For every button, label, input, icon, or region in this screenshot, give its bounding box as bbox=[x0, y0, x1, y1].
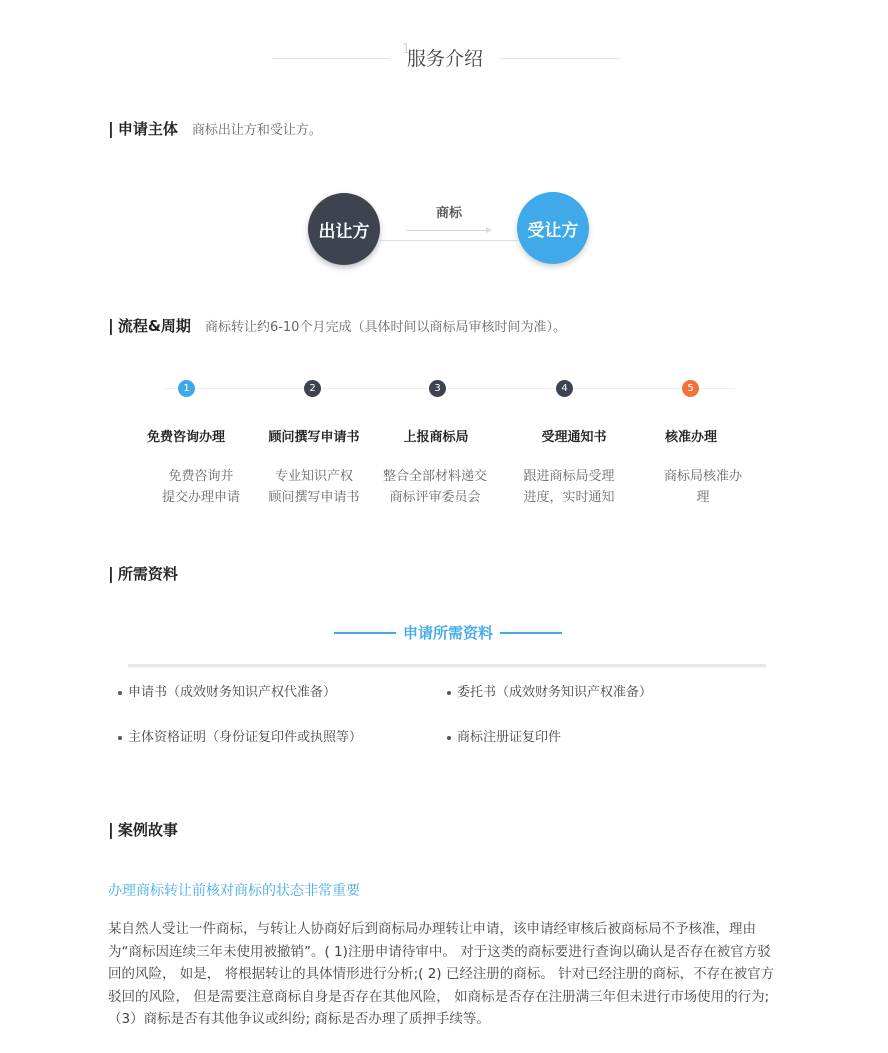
step-desc-line: 整合全部材料递交 bbox=[382, 469, 487, 484]
title-divider-left bbox=[272, 58, 390, 59]
step-desc-line: 商标评审委员会 bbox=[389, 490, 481, 505]
step-number: 5 bbox=[687, 383, 694, 394]
step-desc bbox=[259, 466, 369, 508]
step-desc-line: 商标局核准办 bbox=[663, 469, 742, 484]
step-number-badge bbox=[304, 380, 321, 397]
transfer-connector-line bbox=[380, 240, 518, 241]
to-party-label: 受让方 bbox=[527, 220, 579, 241]
heading-label: 案例故事 bbox=[117, 821, 178, 839]
bullet-icon bbox=[447, 691, 451, 695]
heading-label: 流程&周期 bbox=[117, 317, 191, 335]
step-desc bbox=[146, 466, 256, 508]
step-number-badge bbox=[556, 380, 573, 397]
step-desc bbox=[380, 466, 490, 508]
step-number: 2 bbox=[309, 383, 316, 394]
heading-label: 申请主体 bbox=[117, 120, 178, 138]
heading-label: 所需资料 bbox=[117, 565, 178, 583]
step-title: 受理通知书 bbox=[541, 430, 607, 445]
step-number: 4 bbox=[561, 383, 568, 394]
material-item bbox=[118, 681, 336, 700]
step-number-badge bbox=[682, 380, 699, 397]
material-item-text: 委托书（成效财务知识产权准备） bbox=[457, 685, 653, 700]
material-item bbox=[118, 726, 362, 745]
to-party-circle bbox=[517, 192, 589, 264]
step-desc-line: 提交办理申请 bbox=[161, 490, 240, 505]
step-desc-line: 专业知识产权 bbox=[274, 469, 353, 484]
step-title: 核准办理 bbox=[664, 430, 717, 445]
process-timeline-line bbox=[165, 388, 735, 389]
case-body-text: 某自然人受让一件商标，与转让人协商好后到商标局办理转让申请，该申请经审核后被商标局不予核准，理由为“商标因连续三年未使用被撤销”。( 1)注册申请待审中。 对于这类的商标要进行查询以确认是否存在被官方驳回的风险， 如是， 将根据转让的具体情形进行分析;( 2) 已经注册的商标。 针对已经注册的商标，不存在被官方驳回的风险， 但是需要注意商标自身是否存在其他风险， 如商标是否存在注册满三年但未进行市场使用的行为;（3）商标是否有其他争议或纠纷; 商标是否办理了质押手续等。 bbox=[108, 921, 775, 1027]
step-desc-line: 顾问撰写申请书 bbox=[268, 490, 360, 505]
step-number: 3 bbox=[434, 383, 441, 394]
heading-desc: 商标出让方和受让方。 bbox=[191, 123, 322, 138]
heading-bar: | bbox=[108, 316, 114, 335]
transfer-arrow-shaft bbox=[406, 230, 490, 231]
title-divider-right bbox=[500, 58, 620, 59]
step-desc bbox=[514, 466, 624, 508]
bullet-icon bbox=[118, 691, 122, 695]
bullet-icon bbox=[447, 736, 451, 740]
heading-bar: | bbox=[108, 564, 114, 583]
section-materials-heading bbox=[108, 563, 178, 584]
transfer-arrow-label: 商标 bbox=[435, 206, 462, 221]
step-number-badge bbox=[178, 380, 195, 397]
materials-box-title: 申请所需资料 bbox=[402, 624, 493, 642]
step-desc bbox=[648, 466, 758, 508]
section-cases-heading bbox=[108, 819, 178, 840]
materials-title-line-right bbox=[500, 632, 562, 634]
material-item-text: 申请书（成效财务知识产权代准备） bbox=[128, 685, 337, 700]
case-title-link[interactable]: 办理商标转让前核对商标的状态非常重要 bbox=[108, 883, 360, 899]
from-party-label: 出让方 bbox=[318, 221, 370, 242]
page-header bbox=[0, 38, 888, 78]
material-item-text: 主体资格证明（身份证复印件或执照等） bbox=[128, 730, 363, 745]
bullet-icon bbox=[118, 736, 122, 740]
title-ghost-char: 1 bbox=[402, 42, 411, 57]
material-item bbox=[447, 726, 561, 745]
from-party-circle bbox=[308, 193, 380, 265]
step-title: 上报商标局 bbox=[403, 430, 469, 445]
section-applicant-heading bbox=[108, 118, 322, 139]
step-title: 顾问撰写申请书 bbox=[268, 430, 360, 445]
step-title: 免费咨询办理 bbox=[146, 430, 225, 445]
step-number: 1 bbox=[183, 383, 190, 394]
arrow-right-icon bbox=[486, 227, 492, 233]
material-item bbox=[447, 681, 652, 700]
materials-box-header bbox=[334, 622, 564, 644]
step-desc-line: 跟进商标局受理 bbox=[523, 469, 615, 484]
materials-title-line-left bbox=[334, 632, 396, 634]
step-desc-line: 理 bbox=[696, 490, 710, 505]
section-process-heading bbox=[108, 315, 566, 336]
step-desc-line: 进度，实时通知 bbox=[523, 490, 615, 505]
step-number-badge bbox=[429, 380, 446, 397]
heading-desc: 商标转让约6-10个月完成（具体时间以商标局审核时间为准）。 bbox=[204, 320, 566, 335]
material-item-text: 商标注册证复印件 bbox=[457, 730, 562, 745]
materials-divider bbox=[128, 664, 766, 667]
page-title-text: 服务介绍 bbox=[406, 48, 483, 70]
page-title bbox=[390, 44, 500, 71]
heading-bar: | bbox=[108, 119, 114, 138]
heading-bar: | bbox=[108, 820, 114, 839]
step-desc-line: 免费咨询并 bbox=[168, 469, 234, 484]
